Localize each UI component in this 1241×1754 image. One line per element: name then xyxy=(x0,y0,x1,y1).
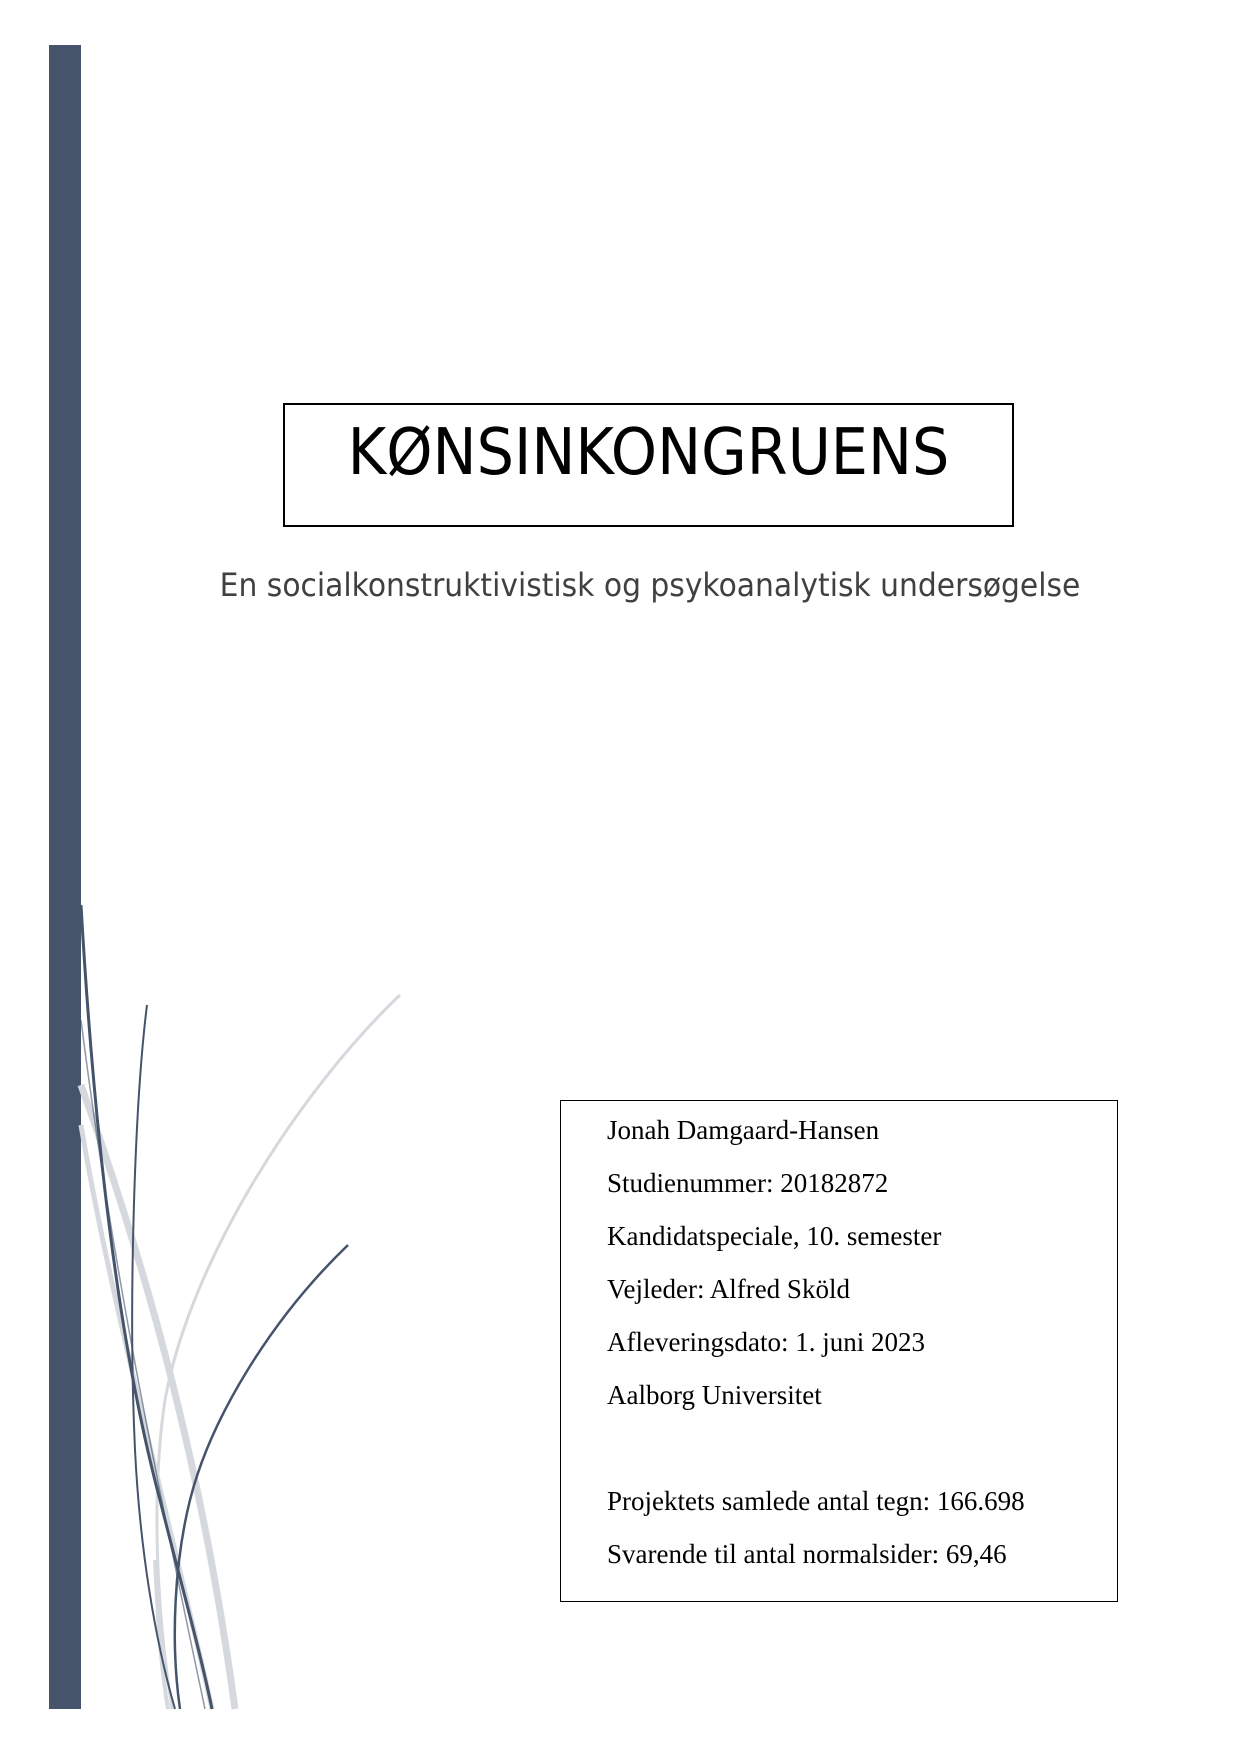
document-subtitle: En socialkonstruktivistisk og psykoanalytisk undersøgelse xyxy=(219,566,1081,604)
accent-side-bar xyxy=(49,45,81,1709)
title-box xyxy=(283,403,1014,527)
character-count: Projektets samlede antal tegn: 166.698 xyxy=(607,1486,1025,1516)
university: Aalborg Universitet xyxy=(607,1380,822,1410)
normal-pages: Svarende til antal normalsider: 69,46 xyxy=(607,1539,1007,1569)
submission-date: Afleveringsdato: 1. juni 2023 xyxy=(607,1327,925,1357)
thesis-type: Kandidatspeciale, 10. semester xyxy=(607,1221,942,1251)
document-title: KØNSINKONGRUENS xyxy=(347,416,950,490)
student-number: Studienummer: 20182872 xyxy=(607,1168,889,1198)
author-info-box xyxy=(560,1100,1118,1602)
supervisor: Vejleder: Alfred Sköld xyxy=(607,1274,850,1304)
author-name: Jonah Damgaard-Hansen xyxy=(607,1115,880,1145)
